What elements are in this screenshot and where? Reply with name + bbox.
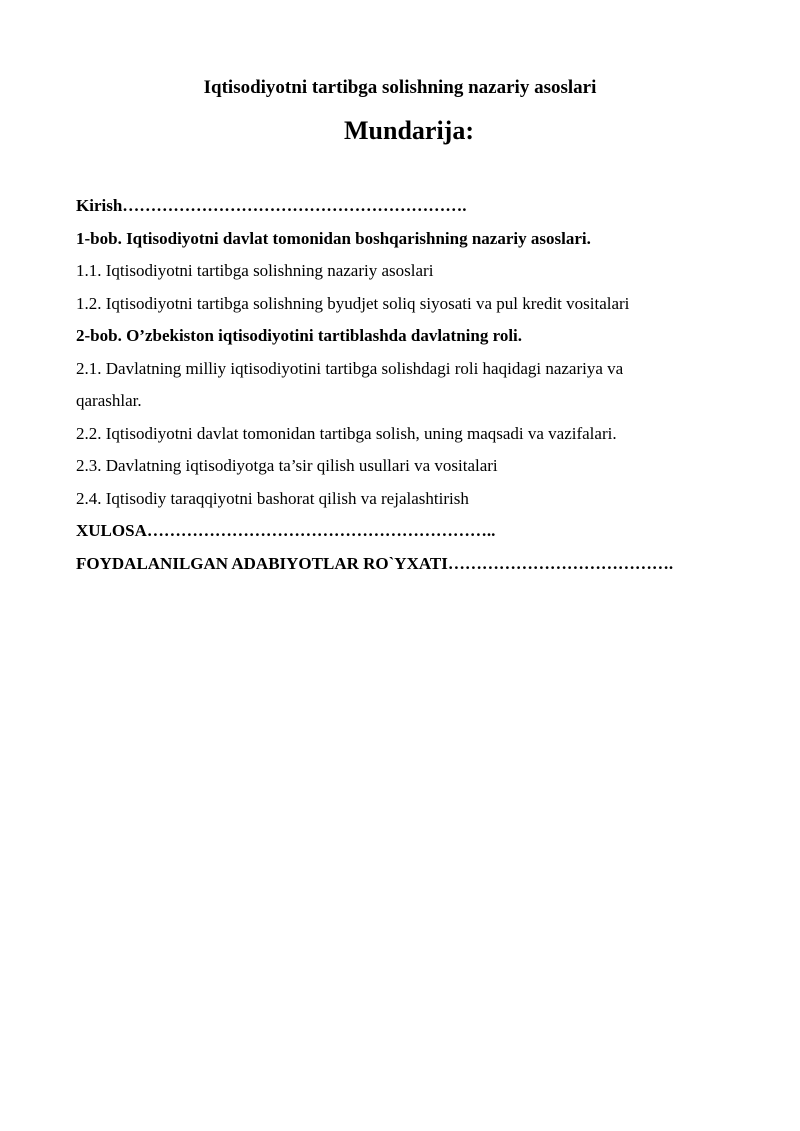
- toc-entry-section-1-1: 1.1. Iqtisodiyotni tartibga solishning nazariy asoslari: [76, 261, 434, 280]
- toc-entry-section-2-2: 2.2. Iqtisodiyotni davlat tomonidan tartibga solish, uning maqsadi va vazifalari.: [76, 423, 617, 443]
- toc-entry-introduction: Kirish…………………………………………………….: [76, 196, 467, 215]
- toc-entry-references: FOYDALANILGAN ADABIYOTLAR RO`YXATI………………………………….: [76, 553, 674, 573]
- toc-entry-section-1-2: 1.2. Iqtisodiyotni tartibga solishning byudjet soliq siyosati va pul kredit vositalari: [76, 293, 630, 313]
- document-title: Iqtisodiyotni tartibga solishning nazariy asoslari: [203, 77, 597, 98]
- toc-entry-section-2-3: 2.3. Davlatning iqtisodiyotga ta’sir qilish usullari va vositalari: [76, 456, 498, 475]
- toc-heading: Mundarija:: [344, 116, 474, 145]
- toc-entry-section-2-4: 2.4. Iqtisodiy taraqqiyotni bashorat qilish va rejalashtirish: [76, 488, 469, 508]
- toc-entry-section-2-1: 2.1. Davlatning milliy iqtisodiyotini tartibga solishdagi roli haqidagi nazariya va: [76, 358, 624, 378]
- toc-entry-section-2-1-continued: qarashlar.: [76, 391, 142, 410]
- table-of-contents: [76, 190, 766, 580]
- toc-entry-chapter-1: 1-bob. Iqtisodiyotni davlat tomonidan boshqarishning nazariy asoslari.: [76, 228, 591, 248]
- toc-entry-chapter-2: 2-bob. O’zbekiston iqtisodiyotini tartiblashda davlatning roli.: [76, 326, 523, 345]
- toc-entry-conclusion: XULOSA……………………………………………………..: [76, 521, 496, 540]
